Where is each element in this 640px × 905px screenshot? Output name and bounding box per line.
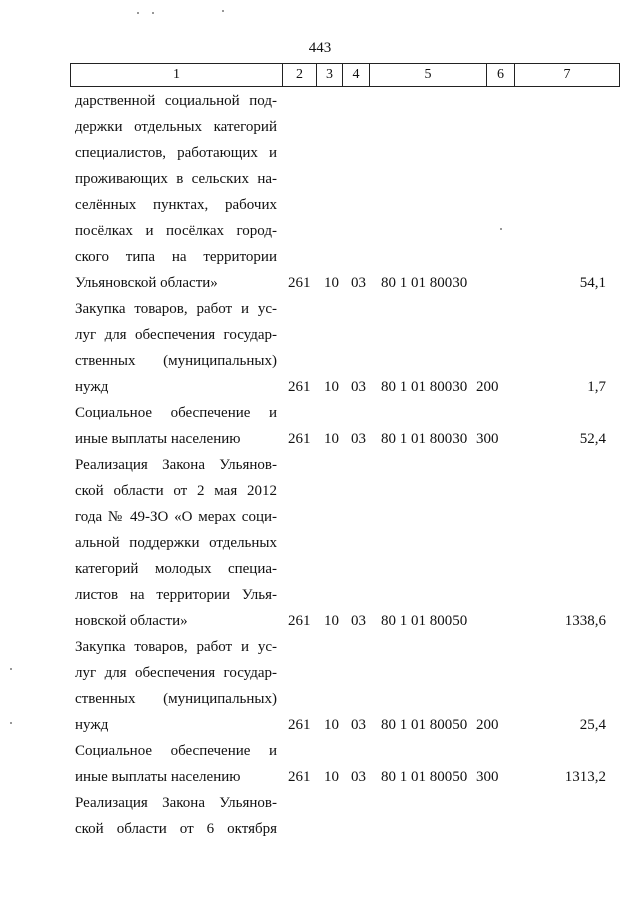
row-code-6: 300 (476, 431, 499, 447)
row-code-3: 10 (324, 769, 339, 785)
description-line: нужд (75, 379, 109, 395)
scan-speck (152, 12, 154, 14)
row-code-5: 80 1 01 80050 (381, 769, 468, 785)
row-amount: 54,1 (579, 275, 606, 291)
description-line: Социальное обеспечение и (75, 743, 277, 759)
column-header-table (70, 63, 620, 87)
row-description (75, 738, 277, 790)
column-header-2: 2 (283, 64, 317, 87)
row-description (75, 452, 277, 634)
description-line: Реализация Закона Ульянов- (75, 795, 277, 811)
description-line: луг для обеспечения государ- (75, 665, 277, 681)
description-line: проживающих в сельских на- (75, 171, 277, 187)
row-code-2: 261 (288, 379, 311, 395)
row-description (75, 296, 277, 400)
description-line: ского типа на территории (75, 249, 277, 265)
description-line: года № 49-ЗО «О мерах соци- (75, 509, 277, 525)
column-header-7: 7 (515, 64, 620, 87)
description-line: дарственной социальной под- (75, 93, 277, 109)
row-code-6: 200 (476, 379, 499, 395)
row-code-3: 10 (324, 379, 339, 395)
description-line: нужд (75, 717, 109, 733)
description-line: ской области от 2 мая 2012 (75, 483, 277, 499)
row-description (75, 88, 277, 296)
description-line: луг для обеспечения государ- (75, 327, 277, 343)
row-code-5: 80 1 01 80030 (381, 431, 468, 447)
row-code-2: 261 (288, 717, 311, 733)
row-description (75, 400, 277, 452)
row-code-4: 03 (351, 717, 366, 733)
row-code-5: 80 1 01 80030 (381, 275, 468, 291)
row-code-3: 10 (324, 275, 339, 291)
description-line: листов на территории Улья- (75, 587, 277, 603)
row-amount: 25,4 (579, 717, 606, 733)
row-code-5: 80 1 01 80050 (381, 613, 468, 629)
row-code-4: 03 (351, 275, 366, 291)
scan-speck (500, 228, 502, 230)
page-number: 443 (308, 40, 332, 56)
column-header-4: 4 (343, 64, 370, 87)
scan-speck (10, 668, 12, 670)
row-code-6: 300 (476, 769, 499, 785)
row-code-3: 10 (324, 431, 339, 447)
row-code-4: 03 (351, 769, 366, 785)
description-line: Социальное обеспечение и (75, 405, 277, 421)
row-code-6: 200 (476, 717, 499, 733)
row-code-2: 261 (288, 431, 311, 447)
row-code-2: 261 (288, 769, 311, 785)
description-line: Реализация Закона Ульянов- (75, 457, 277, 473)
row-code-2: 261 (288, 613, 311, 629)
description-line: держки отдельных категорий (75, 119, 277, 135)
column-header-row (71, 64, 620, 87)
row-code-4: 03 (351, 379, 366, 395)
row-description (75, 634, 277, 738)
description-line: категорий молодых специа- (75, 561, 277, 577)
row-code-4: 03 (351, 613, 366, 629)
row-amount: 1338,6 (564, 613, 606, 629)
row-amount: 1313,2 (564, 769, 606, 785)
description-line: Закупка товаров, работ и ус- (75, 639, 277, 655)
scan-speck (137, 12, 139, 14)
column-header-6: 6 (487, 64, 515, 87)
description-line: ской области от 6 октября (75, 821, 277, 837)
description-line: Закупка товаров, работ и ус- (75, 301, 277, 317)
row-code-5: 80 1 01 80030 (381, 379, 468, 395)
column-header-3: 3 (317, 64, 343, 87)
description-line: специалистов, работающих и (75, 145, 277, 161)
row-amount: 1,7 (587, 379, 606, 395)
row-code-4: 03 (351, 431, 366, 447)
description-line: ственных (муниципальных) (75, 691, 277, 707)
row-code-3: 10 (324, 613, 339, 629)
description-line: иные выплаты населению (75, 431, 241, 447)
scan-speck (10, 722, 12, 724)
row-amount: 52,4 (579, 431, 606, 447)
column-header-5: 5 (370, 64, 487, 87)
description-line: Ульяновской области» (75, 275, 218, 291)
row-description (75, 790, 277, 842)
description-line: ственных (муниципальных) (75, 353, 277, 369)
scan-speck (222, 10, 224, 12)
description-line: иные выплаты населению (75, 769, 241, 785)
description-line: альной поддержки отдельных (75, 535, 277, 551)
row-code-3: 10 (324, 717, 339, 733)
row-code-2: 261 (288, 275, 311, 291)
description-line: посёлках и посёлках город- (75, 223, 277, 239)
row-code-5: 80 1 01 80050 (381, 717, 468, 733)
description-line: новской области» (75, 613, 188, 629)
column-header-1: 1 (71, 64, 283, 87)
description-line: селённых пунктах, рабочих (75, 197, 277, 213)
